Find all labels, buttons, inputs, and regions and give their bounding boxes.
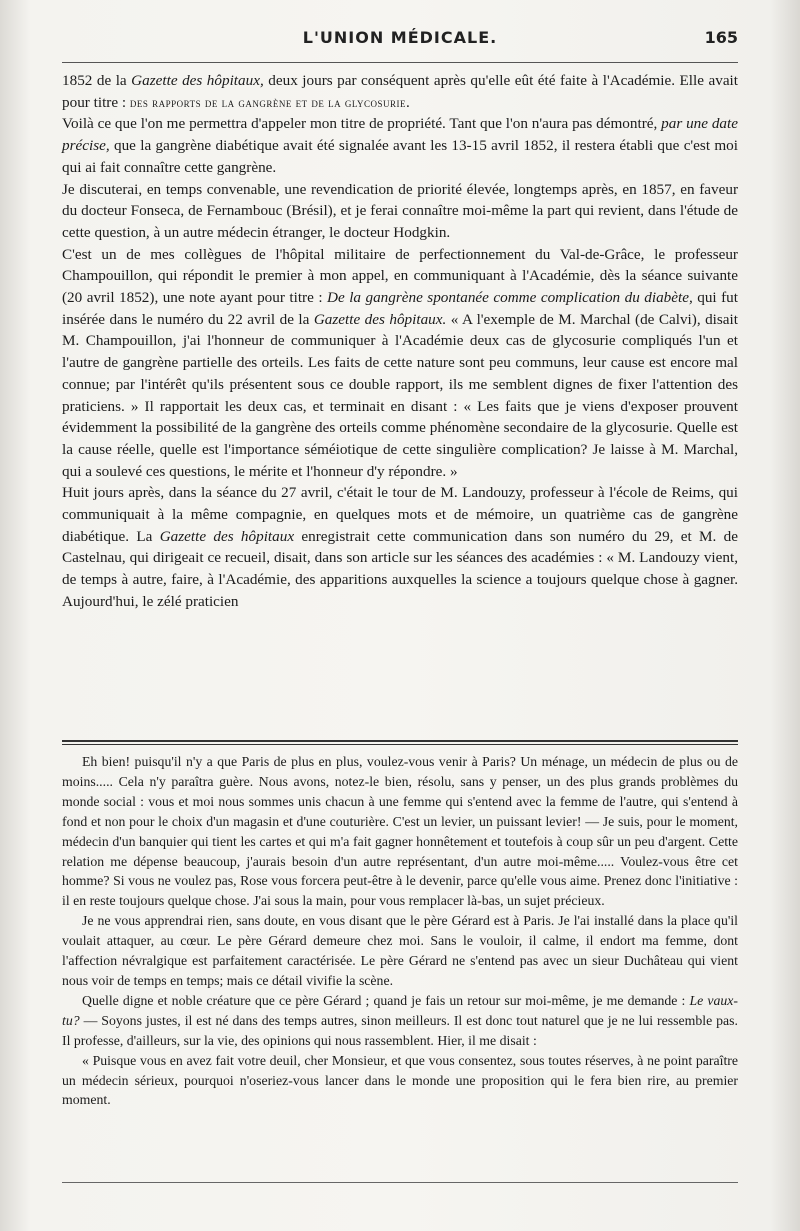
article-paragraph bbox=[62, 244, 738, 483]
text-run: Huit jours après, dans la séance du 27 avril, c'était le tour de M. Landouzy, professeur à l'école de Reims, qui communiquait à la même compagnie, en quelques mots et de mémoire, un quatrième cas de gangrène diabétique. La bbox=[62, 484, 738, 545]
text-run: 1852 de la bbox=[62, 72, 132, 89]
running-title: L'UNION MÉDICALE. bbox=[302, 28, 498, 47]
feuilleton-separator bbox=[62, 740, 738, 745]
feuilleton-paragraph: Eh bien! puisqu'il n'y a que Paris de plus en plus, voulez-vous venir à Paris? Un ménage, un médecin de plus ou de moins..... Cela n'y paraîtra guère. Nous avons, notez-le bien, résolu, sans y penser, un des plus grands problèmes du monde social : vous et moi nous sommes unis chacun à une femme qui s'entend avec la femme de l'autre, qui s'entend à fond et non pour le choix d'un magasin et d'une couturière. C'est un levier, un puissant levier! — Je suis, pour le moment, médecin d'un banquier qui tient les cartes et qui m'a fait gagner honnêtement et toutefois à coup sûr un peu d'argent. Cette relation me dépense beaucoup, j'aurais besoin d'un autre représentant, d'un autre moi-même..... Voulez-vous être cet homme? Si vous ne voulez pas, Rose vous forcera peut-être à le devenir, parce qu'elle vous aime. Prenez donc l'initiative : il en reste toujours quelque chose. J'ai sous la main, pour vous remplacer là-bas, un sujet précieux. bbox=[62, 754, 738, 909]
feuilleton-body bbox=[62, 752, 738, 1110]
italic-note-title: De la gangrène spontanée comme complication du diabète, bbox=[327, 289, 693, 307]
text-run: enregistrait cette communication dans son numéro du 29, et M. de Castelnau, qui dirigeait ce recueil, disait, dans son article sur les séances des académies : « M. Landouzy vient, de temps à autre, faire, à l'Académie, des apparitions auxquelles la science a toujours quelque chose à gagner. Aujourd'hui, le zélé praticien bbox=[62, 527, 738, 610]
text-run: Quelle digne et noble créature que ce père Gérard ; quand je fais un retour sur moi-même, je me demande : bbox=[82, 992, 690, 1008]
article-paragraph: Je discuterai, en temps convenable, une revendication de priorité élevée, longtemps après, en 1857, en faveur du docteur Fonseca, de Fernambouc (Brésil), et je ferai connaître moi-même la part qui revient, dans l'étude de cette question, à un autre médecin étranger, le docteur Hodgkin. bbox=[62, 180, 738, 241]
italic-journal-title: Gazette des hôpitaux, bbox=[131, 72, 264, 89]
text-run: « A l'exemple de M. Marchal (de Calvi), disait M. Champouillon, j'ai l'honneur de communiquer à l'Académie deux cas de glycosurie compliqués l'un et l'autre de gangrène partielle des orteils. Les faits de cette nature sont peu communs, leur cause est encore mal connue; par l'intérêt qu'ils présentent sous ce double rapport, ils me semblent dignes de fixer l'attention des praticiens. » Il rapportait les deux cas, et terminait en disant : « Les faits que je viens d'exposer prouvent évidemment la possibilité de la gangrène des orteils comme phénomène secondaire de la glycosurie. Quelle est la cause réelle, quelle est l'importance séméiotique de cette singulière complication? Je laisse à M. Marchal, qui a soulevé ces questions, le mérite et l'honneur d'y répondre. » bbox=[62, 310, 738, 480]
page-number: 165 bbox=[704, 28, 738, 47]
italic-phrase: Le vaux-tu? bbox=[62, 992, 738, 1028]
article-paragraph bbox=[62, 70, 738, 113]
small-caps-title: des rapports de la gangrène et de la glycosurie bbox=[129, 94, 406, 110]
text-run: deux jours par conséquent après qu'elle eût été faite à l'Académie. Elle avait pour titre : bbox=[62, 72, 739, 111]
feuilleton-paragraph bbox=[62, 991, 738, 1051]
feuilleton-paragraph: Je ne vous apprendrai rien, sans doute, en vous disant que le père Gérard est à Paris. Je l'ai installé dans la place qu'il voulait attaquer, au cœur. Le père Gérard demeure chez moi. Sans le vouloir, il calme, il endort ma femme, dont l'affection névralgique est parfaitement caractérisée. Le père Gérard ne s'entend pas avec un sieur Duchâteau qui vient nous voir de temps en temps; mais ce détail vivifie la scène. bbox=[62, 913, 738, 988]
text-run: qui fut insérée dans le numéro du 22 avril de la bbox=[62, 289, 738, 328]
italic-phrase: par une date précise, bbox=[62, 115, 738, 155]
text-run: C'est un de mes collègues de l'hôpital militaire de perfectionnement du Val-de-Grâce, le professeur Champouillon, qui répondit le premier à mon appel, en communiquant à l'Académie, dès la séance suivante (20 avril 1852), une note ayant pour titre : bbox=[62, 245, 738, 307]
header-rule bbox=[62, 62, 738, 63]
italic-journal-title: Gazette des hôpitaux bbox=[159, 527, 295, 545]
text-run: que la gangrène diabétique avait été signalée avant les 13-15 avril 1852, il restera établi que c'est moi qui ai fait connaître cette gangrène. bbox=[62, 137, 738, 176]
text-run: . bbox=[405, 93, 410, 111]
feuilleton-paragraph: « Puisque vous en avez fait votre deuil, cher Monsieur, et que vous consentez, sous toutes réserves, à ne point paraître un médecin sérieux, pourquoi n'oseriez-vous lancer dans le monde une proposition qui le fera bien rire, au premier moment. bbox=[62, 1052, 738, 1108]
footer-rule bbox=[62, 1182, 738, 1183]
italic-journal-title: Gazette des hôpitaux. bbox=[313, 310, 447, 328]
article-paragraph bbox=[62, 482, 738, 612]
article-paragraph bbox=[62, 113, 738, 178]
text-run: Voilà ce que l'on me permettra d'appeler mon titre de propriété. Tant que l'on n'aura pas démontré, bbox=[62, 115, 662, 133]
text-run: — Soyons justes, il est né dans des temps autres, sinon meilleurs. Il est donc tout naturel que je ne lui ressemble pas. Il professe, d'ailleurs, sur la vie, des opinions qui nous rassemblent. Hier, il me disait : bbox=[62, 1012, 738, 1048]
page-header bbox=[62, 28, 738, 52]
article-body bbox=[62, 70, 738, 613]
